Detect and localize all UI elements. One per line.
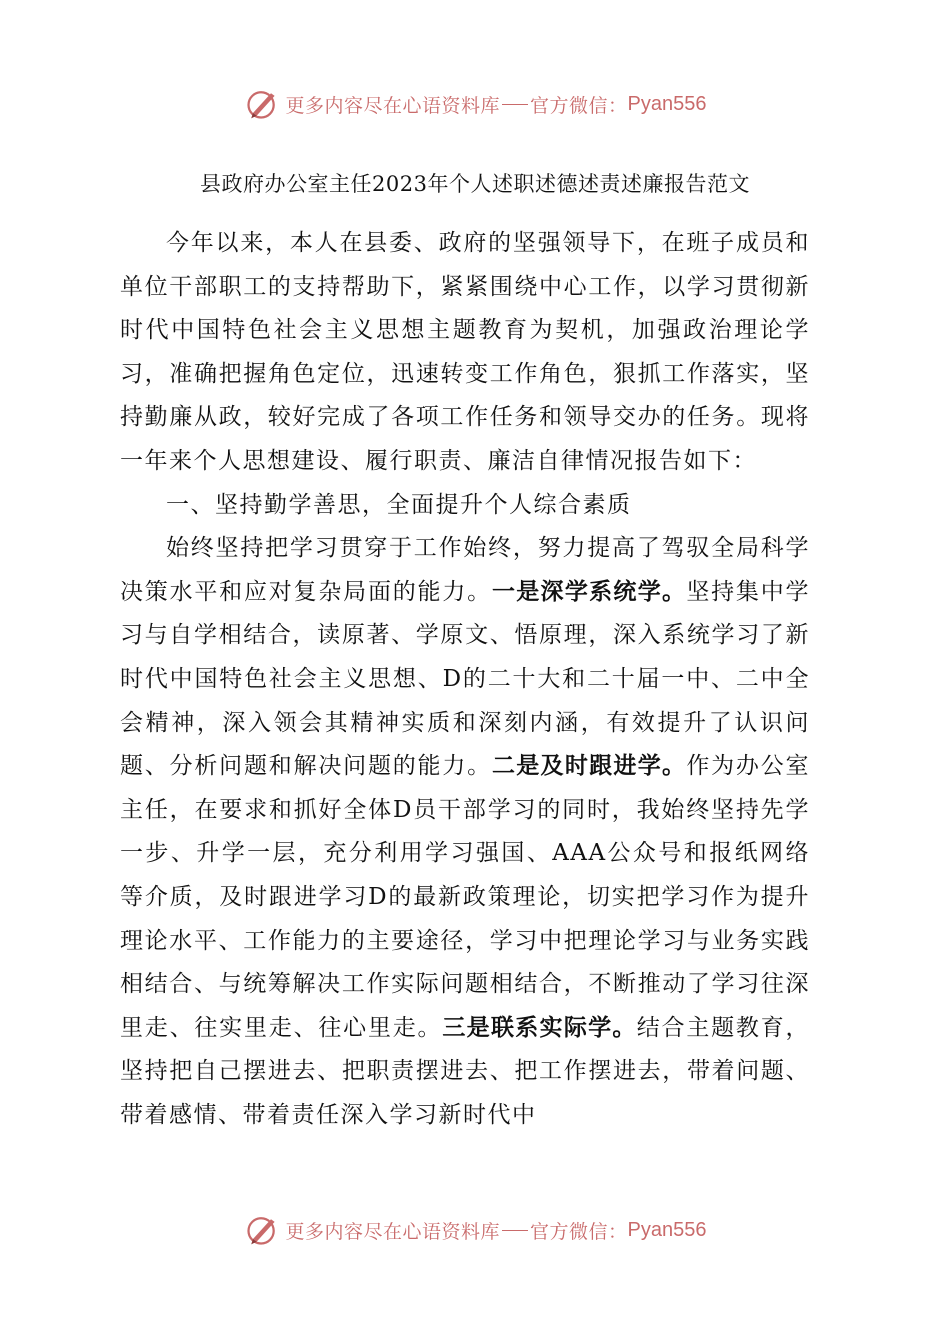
watermark-dash — [502, 104, 528, 105]
bold-point-3: 三是联系实际学。 — [442, 1014, 637, 1041]
watermark-brand: 更多内容尽在心语资料库 — [285, 1220, 501, 1243]
study-paragraph — [120, 527, 810, 1137]
paragraph-text: 始终坚持把学习贯穿于工作始终，努力提高了驾驭全局科学决策水平和应对复杂局面的能力。 — [120, 535, 810, 605]
paragraph-text: 作为办公室主任，在要求和抓好全体D员干部学习的同时，我始终坚持先学一步、升学一层，充分利用学习强国、AAA公众号和报纸网络等介质，及时跟进学习D的最新政策理论，切实把学习作为提升理论水平、工作能力的主要途径，学习中把理论学习与业务实践相结合、与统筹解决工作实际问题相结合，不断推动了学习往深里走、往实里走、往心里走。 — [120, 753, 811, 1041]
document-body — [120, 222, 810, 1137]
paragraph-text: 坚持集中学习与自学相结合，读原著、学原文、悟原理，深入系统学习了新时代中国特色社会主义思想、D的二十大和二十届一中、二中全会精神，深入领会其精神实质和深刻内涵，有效提升了认识问题、分析问题和解决问题的能力。 — [120, 578, 811, 780]
bold-point-2: 二是及时跟进学。 — [491, 753, 687, 780]
watermark-label: 官方微信： — [530, 94, 628, 117]
pen-logo-icon — [244, 86, 280, 122]
document-title: 县政府办公室主任2023年个人述职述德述责述廉报告范文 — [200, 172, 750, 196]
watermark-dash — [502, 1230, 528, 1231]
pen-logo-icon — [244, 1212, 280, 1248]
bold-point-1: 一是深学系统学。 — [491, 578, 687, 605]
watermark-label: 官方微信： — [530, 1220, 628, 1243]
paragraph-text: 结合主题教育，坚持把自己摆进去、把职责摆进去、把工作摆进去，带着问题、带着感情、带着责任深入学习新时代中 — [120, 1014, 811, 1128]
watermark-header — [0, 84, 950, 124]
watermark-brand: 更多内容尽在心语资料库 — [285, 94, 501, 117]
watermark-footer — [0, 1210, 950, 1250]
section-heading: 一、坚持勤学善思，全面提升个人综合素质 — [166, 491, 632, 518]
watermark-account: Pyan556 — [627, 1218, 707, 1241]
watermark-account: Pyan556 — [627, 92, 707, 115]
intro-paragraph: 今年以来，本人在县委、政府的坚强领导下，在班子成员和单位干部职工的支持帮助下，紧紧围绕中心工作，以学习贯彻新时代中国特色社会主义思想主题教育为契机，加强政治理论学习，准确把握角色定位，迅速转变工作角色，狠抓工作落实，坚持勤廉从政，较好完成了各项工作任务和领导交办的任务。现将一年来个人思想建设、履行职责、廉洁自律情况报告如下： — [120, 230, 810, 474]
